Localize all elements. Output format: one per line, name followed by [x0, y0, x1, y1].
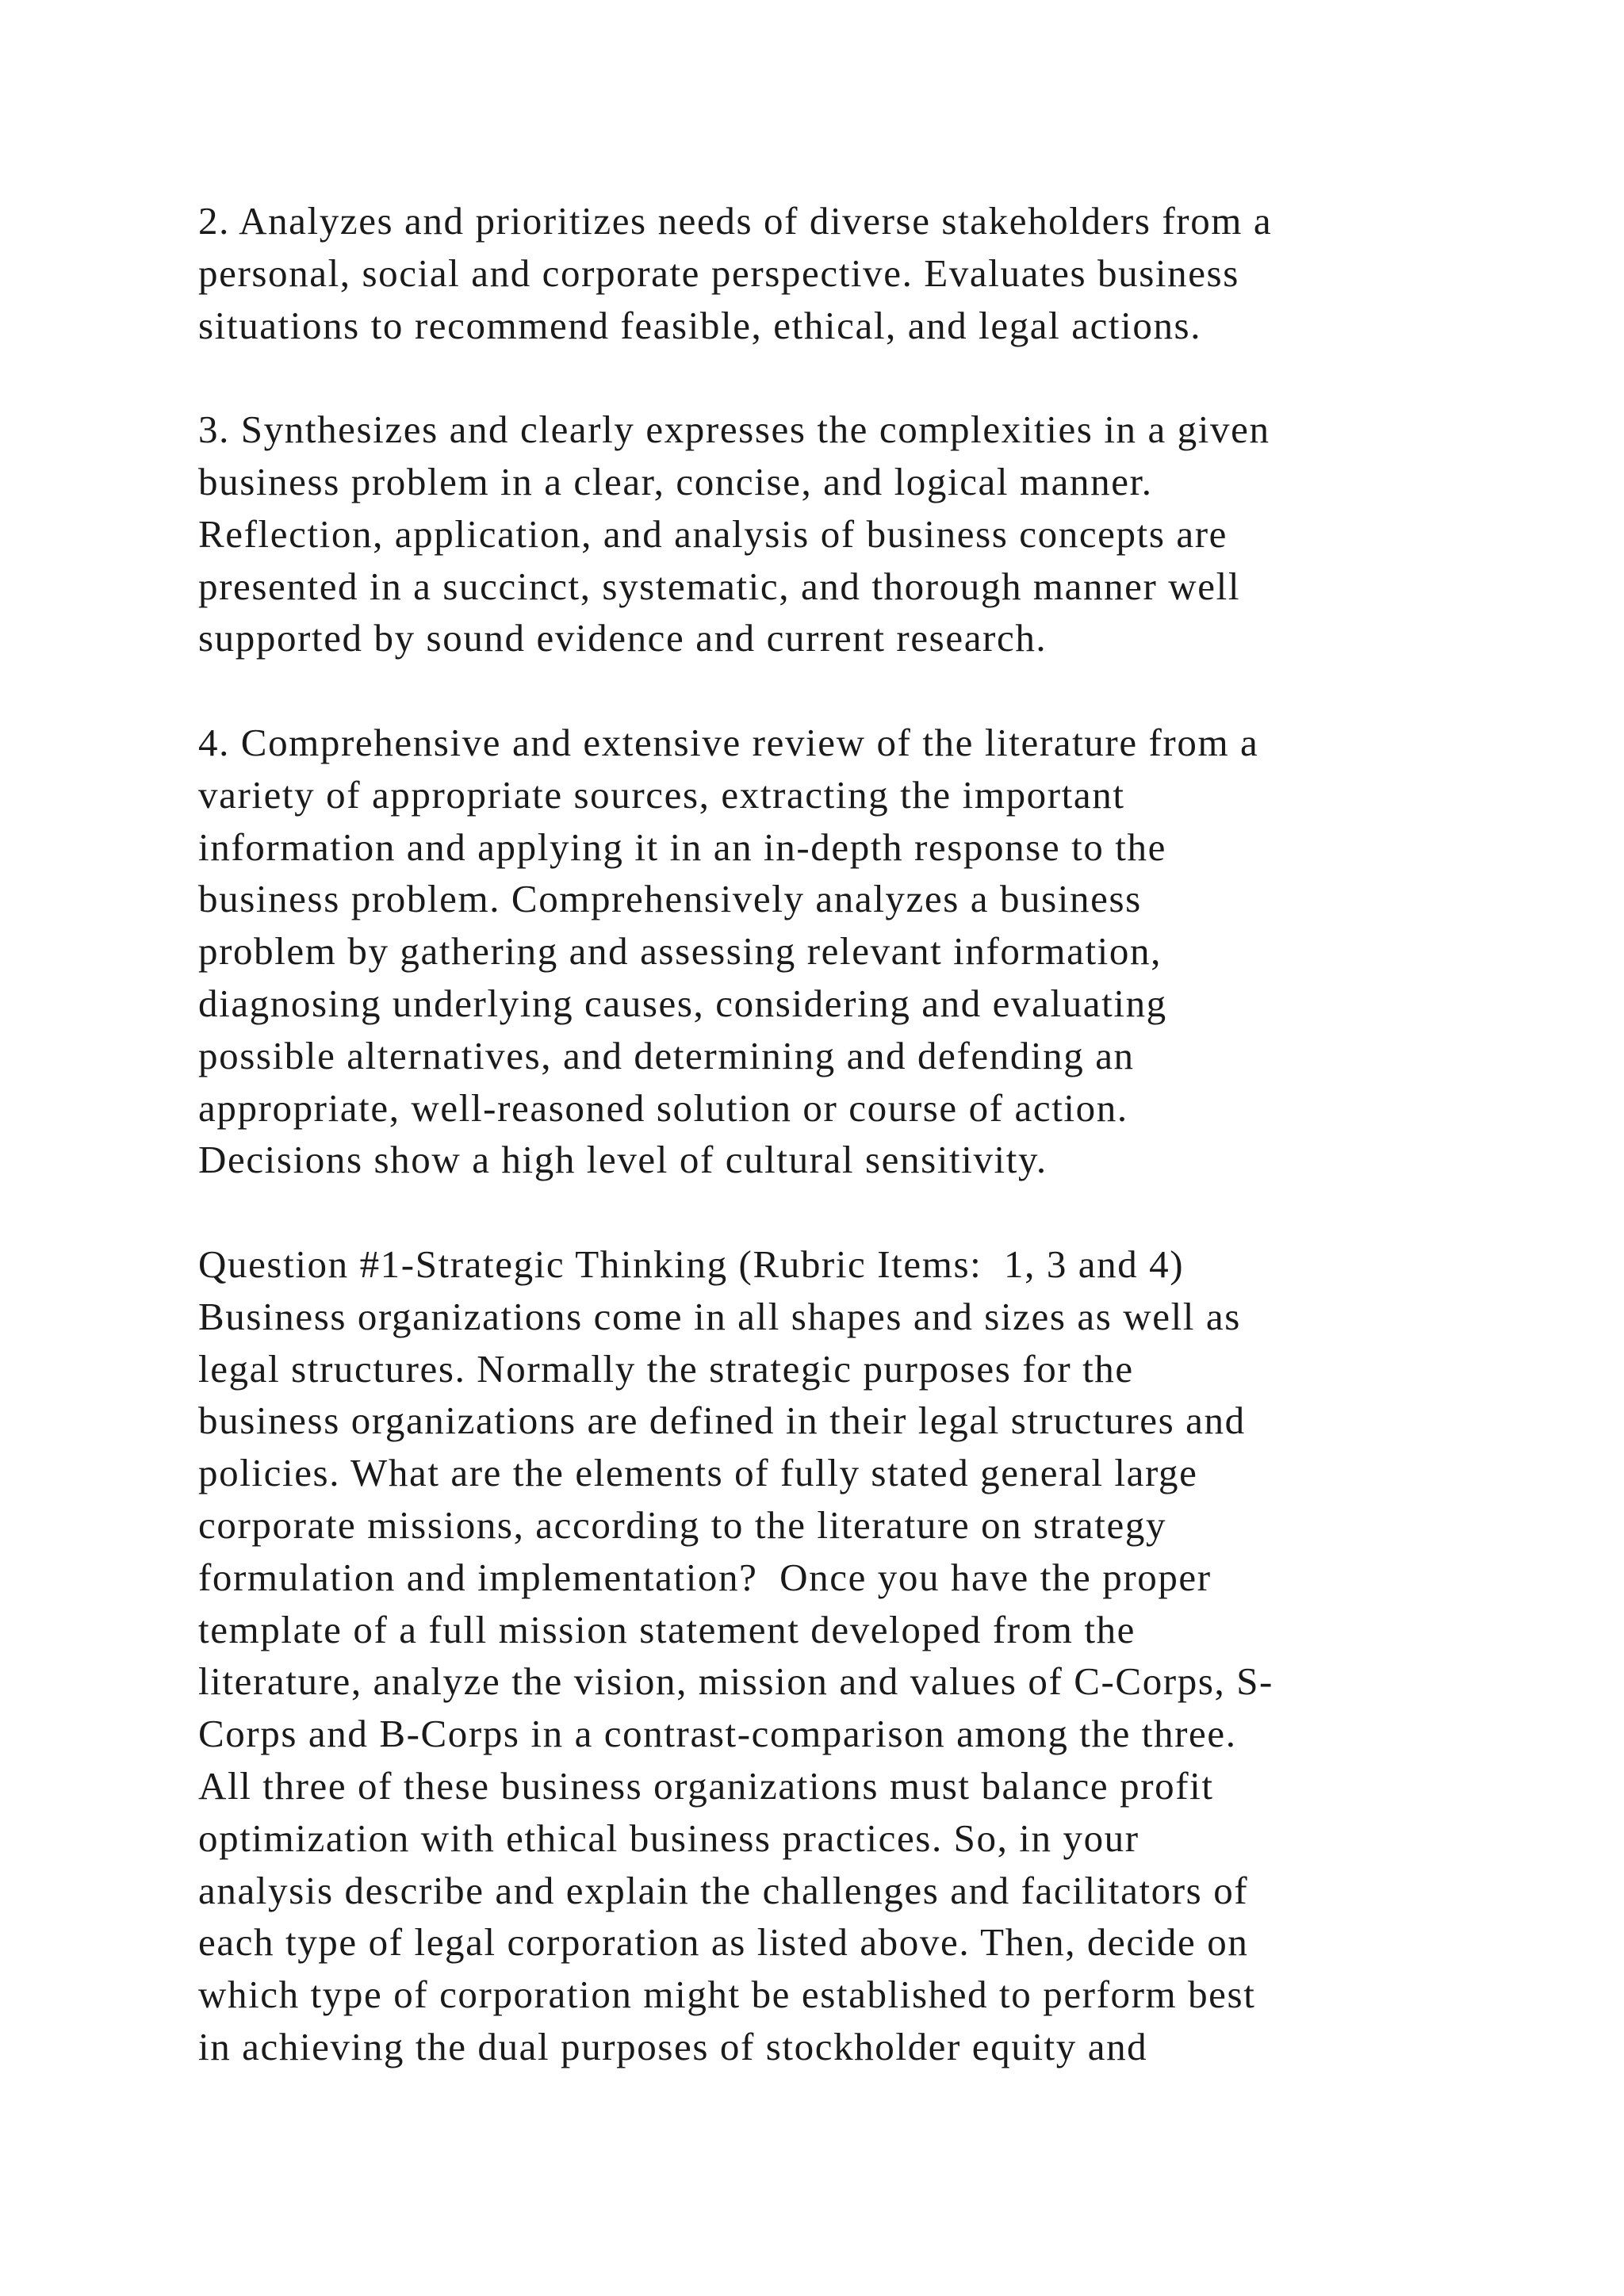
- text-line: Corps and B-Corps in a contrast-comparison among the three.: [198, 1712, 1237, 1756]
- text-line: optimization with ethical business practices. So, in your: [198, 1816, 1139, 1860]
- text-line: possible alternatives, and determining and defending an: [198, 1033, 1135, 1077]
- text-line: Reflection, application, and analysis of business concepts are: [198, 511, 1228, 556]
- text-line: business problem. Comprehensively analyzes a business: [198, 877, 1142, 921]
- text-line: appropriate, well-reasoned solution or course of action.: [198, 1085, 1128, 1130]
- text-line: analysis describe and explain the challenges and facilitators of: [198, 1868, 1249, 1912]
- text-line: information and applying it in an in-depth response to the: [198, 825, 1166, 869]
- text-line: literature, analyze the vision, mission and values of C-Corps, S-: [198, 1659, 1274, 1704]
- text-line: 3. Synthesizes and clearly expresses the complexities in a given: [198, 408, 1270, 452]
- text-line: variety of appropriate sources, extracting the important: [198, 772, 1125, 817]
- text-line: 2. Analyzes and prioritizes needs of diverse stakeholders from a: [198, 199, 1273, 243]
- text-line: supported by sound evidence and current research.: [198, 616, 1048, 660]
- text-line: diagnosing underlying causes, considering and evaluating: [198, 981, 1167, 1025]
- question-heading: Question #1-Strategic Thinking (Rubric Items: 1, 3 and 4): [198, 1242, 1185, 1286]
- question-1: [198, 1238, 1499, 2073]
- rubric-item-3: [198, 404, 1499, 664]
- text-line: policies. What are the elements of fully stated general large: [198, 1451, 1198, 1495]
- text-line: situations to recommend feasible, ethical, and legal actions.: [198, 303, 1202, 347]
- text-line: business organizations are defined in their legal structures and: [198, 1399, 1246, 1443]
- text-line: personal, social and corporate perspective. Evaluates business: [198, 251, 1239, 295]
- text-line: All three of these business organizations must balance profit: [198, 1763, 1214, 1808]
- text-line: problem by gathering and assessing relevant information,: [198, 929, 1162, 974]
- text-line: in achieving the dual purposes of stockholder equity and: [198, 2024, 1148, 2068]
- rubric-item-4: [198, 717, 1499, 1186]
- text-line: business problem in a clear, concise, and logical manner.: [198, 459, 1153, 503]
- text-line: Business organizations come in all shapes and sizes as well as: [198, 1294, 1241, 1338]
- rubric-item-2: [198, 195, 1499, 351]
- document-body: [198, 195, 1499, 2073]
- text-line: which type of corporation might be established to perform best: [198, 1973, 1256, 2017]
- text-line: Decisions show a high level of cultural sensitivity.: [198, 1138, 1048, 1182]
- text-line: formulation and implementation? Once you have the proper: [198, 1555, 1212, 1599]
- text-line: 4. Comprehensive and extensive review of the literature from a: [198, 720, 1259, 764]
- text-line: legal structures. Normally the strategic purposes for the: [198, 1346, 1134, 1391]
- text-line: each type of legal corporation as listed above. Then, decide on: [198, 1920, 1249, 1965]
- text-line: corporate missions, according to the literature on strategy: [198, 1502, 1167, 1547]
- text-line: template of a full mission statement developed from the: [198, 1607, 1136, 1651]
- text-line: presented in a succinct, systematic, and thorough manner well: [198, 564, 1241, 608]
